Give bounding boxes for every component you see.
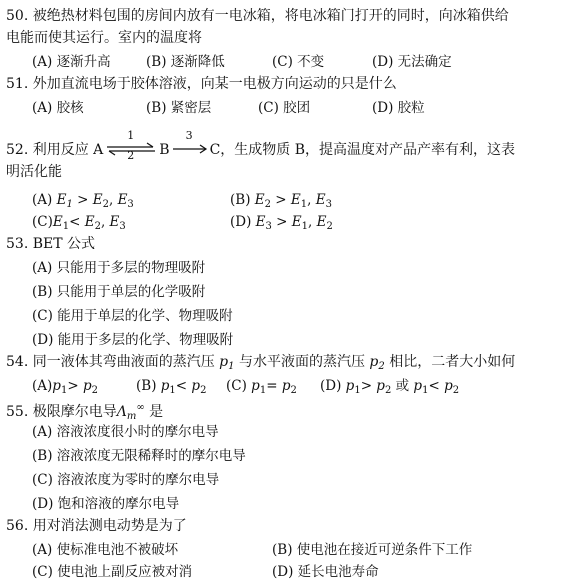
option-b: (B) 使电池在接近可逆条件下工作 bbox=[272, 542, 473, 558]
option-b: (B) $E_2 > E_1$, $E_3$ bbox=[230, 192, 332, 210]
question-number: 50. bbox=[6, 8, 29, 24]
question-number: 56. bbox=[6, 518, 29, 534]
option-c: (C) 溶液浓度为零时的摩尔电导 bbox=[32, 472, 220, 488]
option-b: (B) 溶液浓度无限稀释时的摩尔电导 bbox=[32, 448, 246, 464]
option-a: (A) 只能用于多层的物理吸附 bbox=[32, 260, 206, 276]
question-52-stem bbox=[6, 129, 516, 162]
question-50-stem bbox=[6, 6, 509, 26]
option-d: (D) 无法确定 bbox=[372, 54, 452, 70]
option-a: (A) 胶核 bbox=[32, 100, 84, 116]
arrow-label-bottom: 2 bbox=[127, 149, 135, 162]
energy-expression: $E_1$ bbox=[56, 192, 73, 210]
question-text: BET 公式 bbox=[32, 236, 96, 252]
option-d: (D) 饱和溶液的摩尔电导 bbox=[32, 496, 180, 512]
option-c: (C) $p_1= p_2$ bbox=[226, 378, 297, 396]
option-d: (D) 延长电池寿命 bbox=[272, 564, 379, 580]
limiting-molar-conductivity-symbol: $\Lambda_m^\infty$ bbox=[116, 402, 145, 422]
question-51-stem bbox=[6, 74, 397, 94]
forward-arrow bbox=[170, 129, 210, 158]
option-c: $(C)E_1< E_2$, $E_3$ bbox=[32, 214, 126, 232]
species-b: B bbox=[159, 142, 170, 158]
question-text: 被绝热材料包围的房间内放有一电冰箱，将电冰箱门打开的同时，向冰箱供给 bbox=[32, 8, 509, 24]
option-c: (C) 能用于单层的化学、物理吸附 bbox=[32, 308, 233, 324]
question-number: 53. bbox=[6, 236, 29, 252]
option-c: (C) 不变 bbox=[272, 54, 325, 70]
option-a: (A) 溶液浓度很小时的摩尔电导 bbox=[32, 424, 219, 440]
option-b: (B) 逐渐降低 bbox=[146, 54, 225, 70]
option-b: (B) $p_1< p_2$ bbox=[136, 378, 207, 396]
option-a: (A) $E_1 > E_2$, $E_3$ bbox=[32, 192, 134, 210]
pressure-p2: $p_2$ bbox=[369, 354, 385, 372]
pressure-p1: $p_1$ bbox=[219, 354, 235, 372]
option-d: (D) $p_1> p_2$ 或 $p_1< p_2$ bbox=[320, 378, 460, 396]
question-text-post: C，生成物质 B，提高温度对产品产率有利，这表 bbox=[209, 142, 516, 158]
option-d: (D) 胶粒 bbox=[372, 100, 425, 116]
option-d: (D) 能用于多层的化学、物理吸附 bbox=[32, 332, 234, 348]
question-52-stem-cont: 明活化能 bbox=[6, 164, 62, 180]
option-d: (D) $E_3 > E_1$, $E_2$ bbox=[230, 214, 333, 232]
question-number: 55. bbox=[6, 404, 29, 420]
option-c: (C) 胶团 bbox=[258, 100, 311, 116]
question-56-stem bbox=[6, 516, 187, 536]
question-53-stem bbox=[6, 234, 95, 254]
question-text-pre: 利用反应 A bbox=[32, 142, 104, 158]
arrow-label-top: 1 bbox=[127, 129, 135, 142]
option-c: (C) 使电池上副反应被对消 bbox=[32, 564, 193, 580]
option-b: (B) 紧密层 bbox=[146, 100, 212, 116]
arrow-label: 3 bbox=[185, 129, 193, 142]
option-a: (A) 使标准电池不被破坏 bbox=[32, 542, 179, 558]
question-54-stem: 54. 同一液体其弯曲液面的蒸汽压 $p_1$ 与水平液面的蒸汽压 $p_2$ 相比，二者大小如何 bbox=[6, 354, 516, 372]
question-number: 51. bbox=[6, 76, 29, 92]
question-number: 54. bbox=[6, 354, 29, 370]
option-b: (B) 只能用于单层的化学吸附 bbox=[32, 284, 206, 300]
question-number: 52. bbox=[6, 142, 29, 158]
question-text: 用对消法测电动势是为了 bbox=[32, 518, 187, 534]
equilibrium-arrows bbox=[103, 129, 159, 162]
option-a: (A) 逐渐升高 bbox=[32, 54, 111, 70]
option-a: $(A)p_1> p_2$ bbox=[32, 378, 98, 396]
question-50-stem-cont: 电能而使其运行。室内的温度将 bbox=[6, 30, 202, 46]
question-55-stem: 55. 极限摩尔电导$\Lambda_m^\infty$ 是 bbox=[6, 402, 164, 422]
question-text: 外加直流电场于胶体溶液，向某一电极方向运动的只是什么 bbox=[32, 76, 397, 92]
